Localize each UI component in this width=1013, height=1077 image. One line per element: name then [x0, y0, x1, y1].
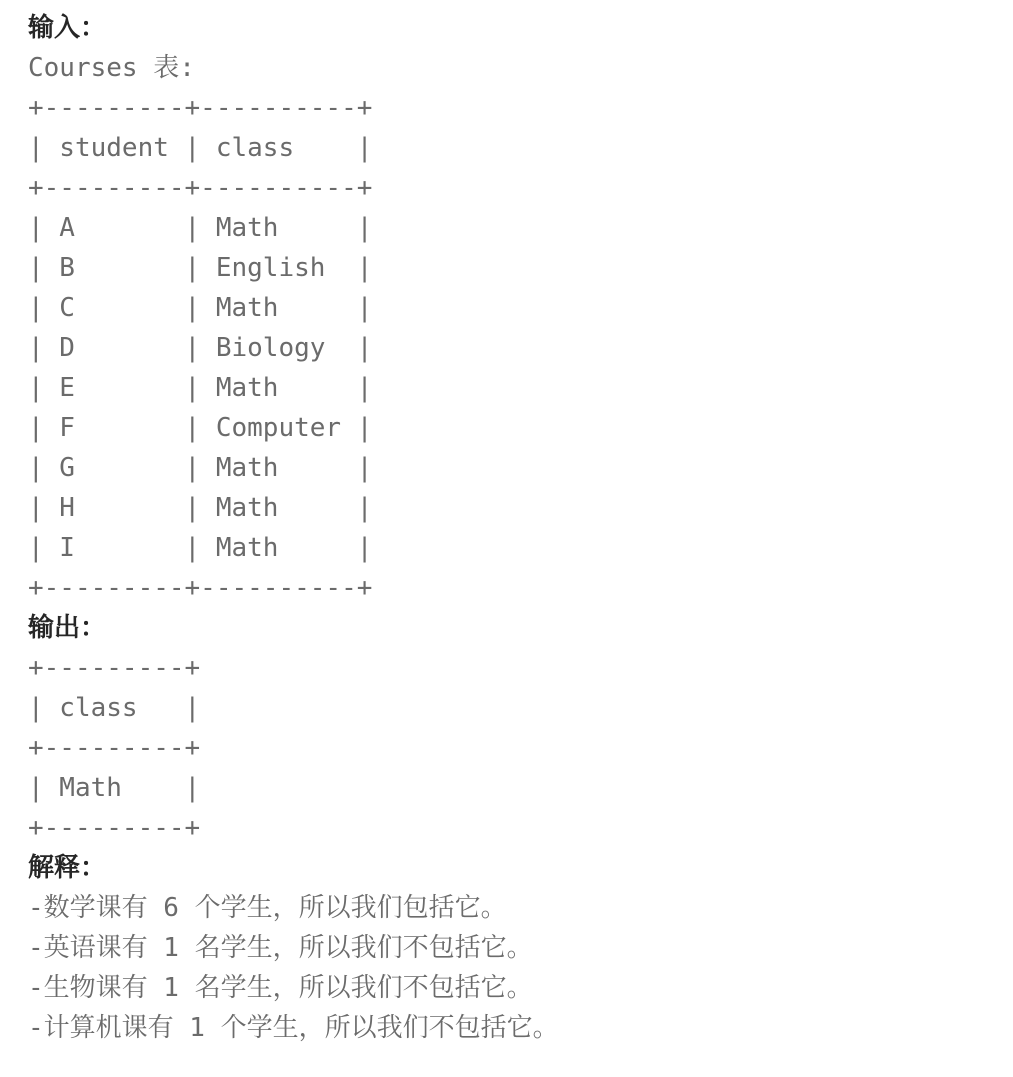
explanation-line: -英语课有 1 名学生，所以我们不包括它。 [28, 933, 533, 963]
output-table-border-top: +---------+ [28, 653, 201, 683]
input-table-caption: Courses 表: [28, 53, 195, 83]
input-table-row: | H | Math | [28, 493, 373, 523]
output-table-header: | class | [28, 693, 201, 723]
explanation-heading: 解释： [28, 853, 107, 883]
input-table-row: | I | Math | [28, 533, 373, 563]
input-table-border-top: +---------+----------+ [28, 93, 373, 123]
input-table-row: | F | Computer | [28, 413, 373, 443]
output-heading: 输出： [28, 613, 107, 643]
explanation-line: -计算机课有 1 个学生，所以我们不包括它。 [28, 1013, 559, 1043]
input-heading: 输入： [28, 13, 107, 43]
input-table-row: | G | Math | [28, 453, 373, 483]
input-table [28, 88, 988, 608]
input-table-row: | D | Biology | [28, 333, 373, 363]
explanation-list [28, 888, 988, 1048]
input-table-header: | student | class | [28, 133, 373, 163]
input-table-row: | E | Math | [28, 373, 373, 403]
output-table-border-bottom: +---------+ [28, 813, 201, 843]
input-table-row: | B | English | [28, 253, 373, 283]
explanation-line: -数学课有 6 个学生，所以我们包括它。 [28, 893, 507, 923]
output-table-border-mid: +---------+ [28, 733, 201, 763]
output-table-row: | Math | [28, 773, 201, 803]
input-table-border-bottom: +---------+----------+ [28, 573, 373, 603]
input-table-row: | C | Math | [28, 293, 373, 323]
input-table-row: | A | Math | [28, 213, 373, 243]
problem-example [28, 8, 988, 1048]
input-table-border-mid: +---------+----------+ [28, 173, 373, 203]
output-table [28, 648, 988, 848]
explanation-line: -生物课有 1 名学生，所以我们不包括它。 [28, 973, 533, 1003]
